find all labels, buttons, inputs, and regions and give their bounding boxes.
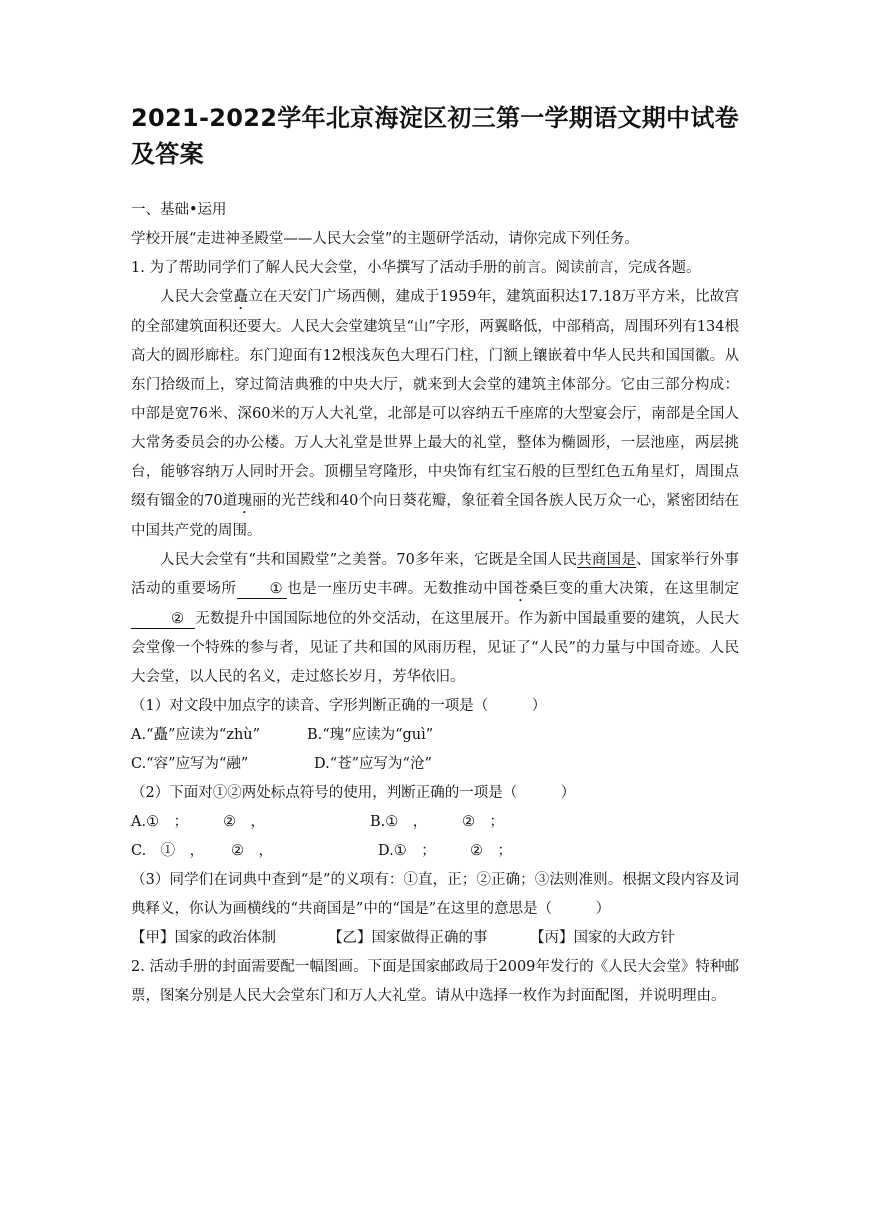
dotted-character: 矗 xyxy=(233,289,249,305)
subquestion-3-stem: （3）同学们在词典中查到“是”的义项有：①直，正；②正确；③法则准则。根据文段内容及词典释义，你认为画横线的“共商国是”中的“国是”在这里的意思是（ ） xyxy=(131,872,739,917)
passage-text: 人民大会堂 xyxy=(160,289,234,305)
option-bing[interactable]: 【丙】国家的大政方针 xyxy=(530,930,675,946)
passage-paragraph-2 xyxy=(131,546,739,692)
passage-text: 无数提升中国国际地位的外交活动，在这里展开。作为新中国最重要的建筑，人民大会堂像一个特殊的参与者，见证了共和国的风雨历程，见证了“人民”的力量与中国奇迹。人民大会堂，以人民的名义，走过悠长岁月，芳华依旧。 xyxy=(131,611,739,685)
option-yi[interactable]: 【乙】国家做得正确的事 xyxy=(328,930,488,946)
option-jia[interactable]: 【甲】国家的政治体制 xyxy=(131,930,276,946)
passage-text: 桑巨变的重大决策，在这里制定 xyxy=(528,581,740,597)
option-a-part-2[interactable]: ② ， xyxy=(223,814,265,830)
subquestion-2-options-row-1 xyxy=(131,808,739,837)
activity-intro: 学校开展“走进神圣殿堂——人民大会堂”的主题研学活动，请你完成下列任务。 xyxy=(131,231,639,247)
option-b-part-2[interactable]: ② ； xyxy=(462,814,504,830)
answer-blank-1[interactable]: ① xyxy=(237,580,287,599)
subquestion-1-stem: （1）对文段中加点字的读音、字形判断正确的一项是（ ） xyxy=(131,698,547,714)
option-d-part-2[interactable]: ② ； xyxy=(470,843,512,859)
dotted-character: 苍 xyxy=(513,581,529,597)
option-a[interactable]: A.“矗”应读为“zhù” xyxy=(131,727,261,743)
subquestion-2-options-row-2 xyxy=(131,837,739,866)
underlined-phrase: 共商国是 xyxy=(577,552,637,568)
option-c-part-2[interactable]: ② ， xyxy=(231,843,273,859)
subquestion-1-options-row-2 xyxy=(131,750,739,779)
passage-text: 丽的光芒线和40个向日葵花瓣，象征着全国各族人民万众一心，紧密团结在中国共产党的周围。 xyxy=(131,493,740,539)
option-a-part-1[interactable]: A.① ； xyxy=(131,814,189,830)
option-d-part-1[interactable]: D.① ； xyxy=(378,843,436,859)
subquestion-3-options xyxy=(131,924,739,953)
passage-text: 人民大会堂有“共和国殿堂”之美誉。70多年来，它既是全国人民 xyxy=(160,552,578,568)
dotted-character: 瑰 xyxy=(237,493,253,509)
option-b[interactable]: B.“瑰“应读为“guì” xyxy=(307,727,434,743)
question-2-stem: 2. 活动手册的封面需要配一幅图画。下面是国家邮政局于2009年发行的《人民大会堂》特种邮票，图案分别是人民大会堂东门和万人大礼堂。请从中选择一枚作为封面配图，并说明理由。 xyxy=(131,959,739,1004)
passage-text: 立在天安门广场西侧，建成于1959年，建筑面积达17.18万平方米，比故宫的全部建筑面积还要大。人民大会堂建筑呈“山”字形，两翼略低，中部稍高，周围环列有134根高大的圆形廊柱。东门迎面有12根浅灰色大理石门柱，门额上镶嵌着中华人民共和国国徽。从东门拾级而上，穿过简洁典雅的中央大厅，就来到大会堂的建筑主体部分。它由三部分构成：中部是宽76米、深60米的万人大礼堂，北部是可以容纳五千座席的大型宴会厅，南部是全国人大常务委员会的办公楼。万人大礼堂是世界上最大的礼堂，整体为椭圆形，一层池座，两层挑台，能够容纳万人同时开会。顶棚呈穹隆形，中央饰有红宝石般的巨型红色五角星灯，周围点缀有镏金的70道 xyxy=(131,289,740,509)
option-c[interactable]: C.“容”应写为“融” xyxy=(131,756,249,772)
passage-text: 也是一座历史丰碑。无数推动中国 xyxy=(286,581,514,597)
document-title: 2021-2022学年北京海淀区初三第一学期语文期中试卷及答案 xyxy=(131,104,739,168)
answer-blank-2[interactable]: ② xyxy=(131,610,195,629)
subquestion-1-options-row-1 xyxy=(131,721,739,750)
passage-text: 、国家举行外事活动的重要场所 xyxy=(131,552,740,597)
option-b-part-1[interactable]: B.① ， xyxy=(370,814,428,830)
subquestion-2-stem: （2）下面对①②两处标点符号的使用，判断正确的一项是（ ） xyxy=(131,785,576,801)
option-d[interactable]: D.“苍”应写为“沧” xyxy=(314,756,432,772)
section-heading: 一、基础•运用 xyxy=(131,202,227,218)
passage-paragraph-1 xyxy=(131,283,739,546)
option-c-part-1[interactable]: C. ① ， xyxy=(131,843,205,859)
question-1-stem: 1. 为了帮助同学们了解人民大会堂，小华撰写了活动手册的前言。阅读前言，完成各题。 xyxy=(131,260,701,276)
